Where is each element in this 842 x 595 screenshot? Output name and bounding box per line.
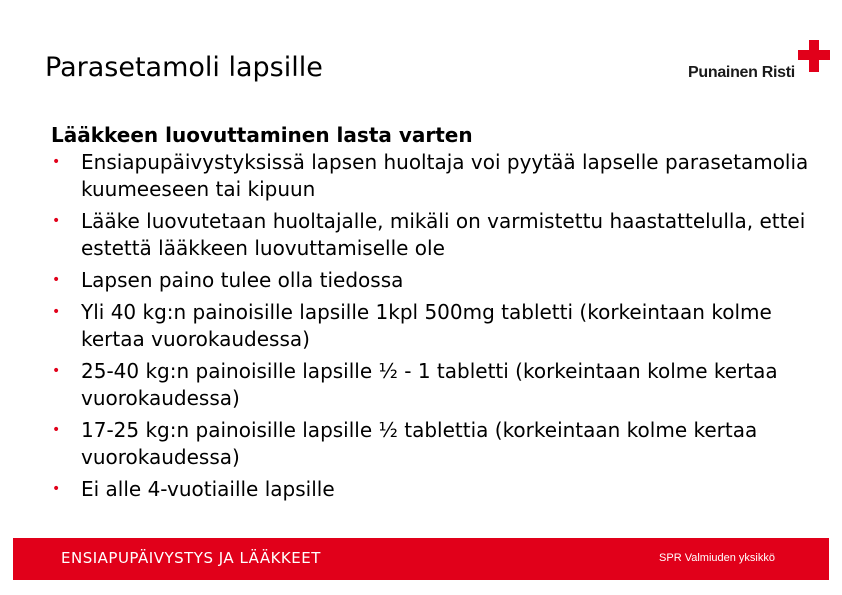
- bullet-item: [51, 267, 821, 294]
- slide-content: [51, 121, 821, 508]
- bullet-item: [51, 149, 821, 203]
- footer-bar: [13, 538, 829, 580]
- bullet-text: 17-25 kg:n painoisille lapsille ½ tablettia (korkeintaan kolme kertaa vuorokaudessa): [81, 418, 758, 469]
- bullet-item: [51, 208, 821, 262]
- red-cross-icon: [798, 40, 830, 72]
- content-heading: Lääkkeen luovuttaminen lasta varten: [51, 123, 473, 147]
- bullet-item: [51, 299, 821, 353]
- bullet-icon: •: [52, 154, 61, 170]
- bullet-text: Ei alle 4-vuotiaille lapsille: [81, 477, 335, 501]
- slide-title: Parasetamoli lapsille: [45, 52, 323, 83]
- bullet-icon: •: [52, 272, 61, 288]
- red-cross-logo: [688, 40, 830, 90]
- bullet-item: [51, 358, 821, 412]
- bullet-text: 25-40 kg:n painoisille lapsille ½ - 1 tabletti (korkeintaan kolme kertaa vuorokaudessa): [81, 359, 778, 410]
- bullet-text: Lapsen paino tulee olla tiedossa: [81, 268, 404, 292]
- bullet-icon: •: [52, 481, 61, 497]
- footer-section-title: ENSIAPUPÄIVYSTYS JA LÄÄKKEET: [61, 549, 321, 567]
- bullet-text: Lääke luovutetaan huoltajalle, mikäli on varmistettu haastattelulla, ettei estettä lääkkeen luovuttamiselle ole: [81, 209, 806, 260]
- bullet-text: Ensiapupäivystyksissä lapsen huoltaja voi pyytää lapselle parasetamolia kuumeeseen tai kipuun: [81, 150, 809, 201]
- bullet-item: [51, 417, 821, 471]
- bullet-icon: •: [52, 213, 61, 229]
- bullet-icon: •: [52, 422, 61, 438]
- bullet-icon: •: [52, 304, 61, 320]
- footer-unit-name: SPR Valmiuden yksikkö: [659, 552, 775, 564]
- bullet-icon: •: [52, 363, 61, 379]
- logo-text: Punainen Risti: [688, 64, 795, 81]
- bullet-list: [51, 149, 821, 503]
- bullet-item: [51, 476, 821, 503]
- bullet-text: Yli 40 kg:n painoisille lapsille 1kpl 500mg tabletti (korkeintaan kolme kertaa vuorokaudessa): [81, 300, 772, 351]
